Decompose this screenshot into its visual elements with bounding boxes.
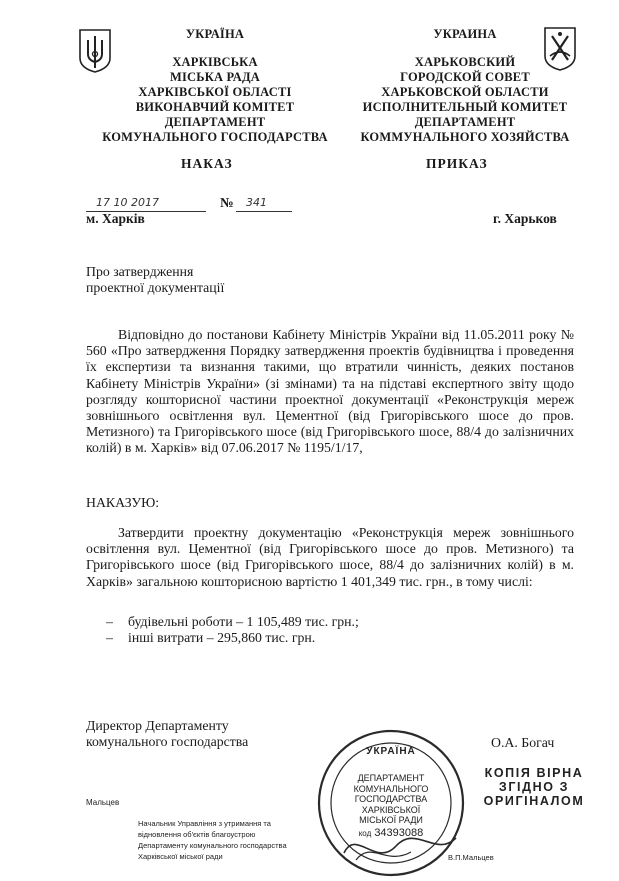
header-right-line: ДЕПАРТАМЕНТ: [414, 115, 516, 129]
list-item: [106, 614, 566, 630]
header-left: [100, 27, 330, 145]
number-label: №: [220, 195, 234, 210]
list-item-text: інші витрати – 295,860 тис. грн.: [128, 630, 316, 646]
signature-position-line: Директор Департаменту: [86, 718, 229, 733]
stamp-line: ДЕПАРТАМЕНТ: [357, 773, 425, 783]
number-underline: [236, 211, 292, 212]
copy-stamp-line: ЗГІДНО З: [498, 780, 570, 794]
subject-line: Про затвердження: [86, 264, 194, 279]
doc-type-right: ПРИКАЗ: [426, 156, 488, 171]
header-left-line: КОМУНАЛЬНОГО ГОСПОДАРСТВА: [102, 130, 328, 144]
header-left-line: ХАРКІВСЬКОЇ ОБЛАСТІ: [138, 85, 292, 99]
list-item: [106, 630, 566, 646]
list-item-text: будівельні роботи – 1 105,489 тис. грн.;: [128, 614, 359, 629]
signature-position: [86, 718, 248, 750]
stamp-code-row: [331, 828, 451, 840]
city-left: м. Харків: [86, 211, 145, 226]
handwritten-date: 17 10 2017: [96, 196, 159, 209]
header-right: [335, 27, 595, 145]
header-right-line: ГОРОДСКОЙ СОВЕТ: [400, 70, 530, 84]
certifier-line: Департаменту комунального господарства: [138, 841, 287, 850]
certifier-line: Харківської міської ради: [138, 852, 223, 861]
stamp-center-text: [331, 773, 451, 839]
cost-items-list: [106, 614, 566, 646]
header-right-line: ХАРЬКОВСКИЙ: [414, 55, 516, 69]
list-item-dash: –: [106, 630, 113, 646]
certifier-block: [138, 818, 287, 862]
order-word: НАКАЗУЮ:: [86, 495, 160, 510]
stamp-line: МІСЬКОЇ РАДИ: [359, 815, 423, 825]
header-right-line: КОММУНАЛЬНОГО ХОЗЯЙСТВА: [360, 130, 570, 144]
signature-position-line: комунального господарства: [86, 734, 249, 750]
certifier-line: Начальник Управління з утримання та: [138, 819, 271, 828]
handwritten-number: 341: [246, 196, 267, 209]
stamp-code-label: код: [358, 828, 372, 838]
copy-stamp-line: ОРИГІНАЛОМ: [483, 794, 585, 808]
header-left-line: МІСЬКА РАДА: [169, 70, 261, 84]
copy-certification-stamp: [478, 766, 590, 808]
list-item-dash: –: [106, 614, 113, 629]
order-text: Затвердити проектну документацію «Реконструкція мереж зовнішнього освітлення вул. Цементної (від Григорівського шосе до пров. Метизного) та Григорівського шосе (від Григорівського шосе, 88/4 до залізничних колій) в м. Харків» загальною кошторисною вартістю 1 401,349 тис. грн., в тому числі:: [86, 525, 574, 589]
city-right: г. Харьков: [493, 211, 557, 226]
header-right-line: ИСПОЛНИТЕЛЬНЫЙ КОМИТЕТ: [362, 100, 568, 114]
stamp-code: 34393088: [374, 826, 424, 839]
stamp-line: КОМУНАЛЬНОГО: [353, 783, 429, 794]
signatory-name: О.А. Богач: [491, 735, 555, 750]
header-right-country: УКРАИНА: [433, 27, 497, 41]
stamp-line: ГОСПОДАРСТВА: [354, 794, 428, 804]
preamble-paragraph: [86, 327, 574, 457]
order-paragraph: [86, 525, 574, 590]
header-left-country: УКРАЇНА: [185, 27, 245, 41]
copy-stamp-line: КОПІЯ ВІРНА: [484, 766, 584, 780]
preamble-text: Відповідно до постанови Кабінету Міністрів України від 11.05.2011 року № 560 «Про затвердження Порядку затвердження проектів будівництва і проведення їх експертизи та визнання такими, що втратили чинність, деяких постанов Кабінету Міністрів України» (зі змінами) та на підставі експертного звіту щодо розгляду кошторисної частини проектної документації «Реконструкція мереж зовнішнього освітлення вул. Цементної (від Григорівського шосе до пров. Метизного) та Григорівського шосе (від Григорівського шосе, 88/4 до залізничних колій) в м. Харків» від 07.06.2017 № 1195/1/17,: [86, 327, 574, 456]
header-right-line: ХАРЬКОВСКОЙ ОБЛАСТИ: [381, 85, 549, 99]
certifier-line: відновлення об'єктів благоустрою: [138, 830, 256, 839]
doc-type-left: НАКАЗ: [181, 156, 233, 171]
header-left-line: ХАРКІВСЬКА: [172, 55, 258, 69]
subject-line: проектної документації: [86, 280, 225, 296]
subject: [86, 264, 224, 296]
header-left-line: ВИКОНАВЧИЙ КОМІТЕТ: [135, 100, 295, 114]
certifier-name: В.П.Мальцев: [448, 853, 494, 862]
official-stamp: [316, 728, 466, 878]
header-left-line: ДЕПАРТАМЕНТ: [164, 115, 266, 129]
stamp-top-text: УКРАЇНА: [366, 746, 416, 757]
stamp-line: ХАРКІВСЬКОЇ: [361, 804, 421, 815]
executor-name: Мальцев: [86, 798, 120, 807]
